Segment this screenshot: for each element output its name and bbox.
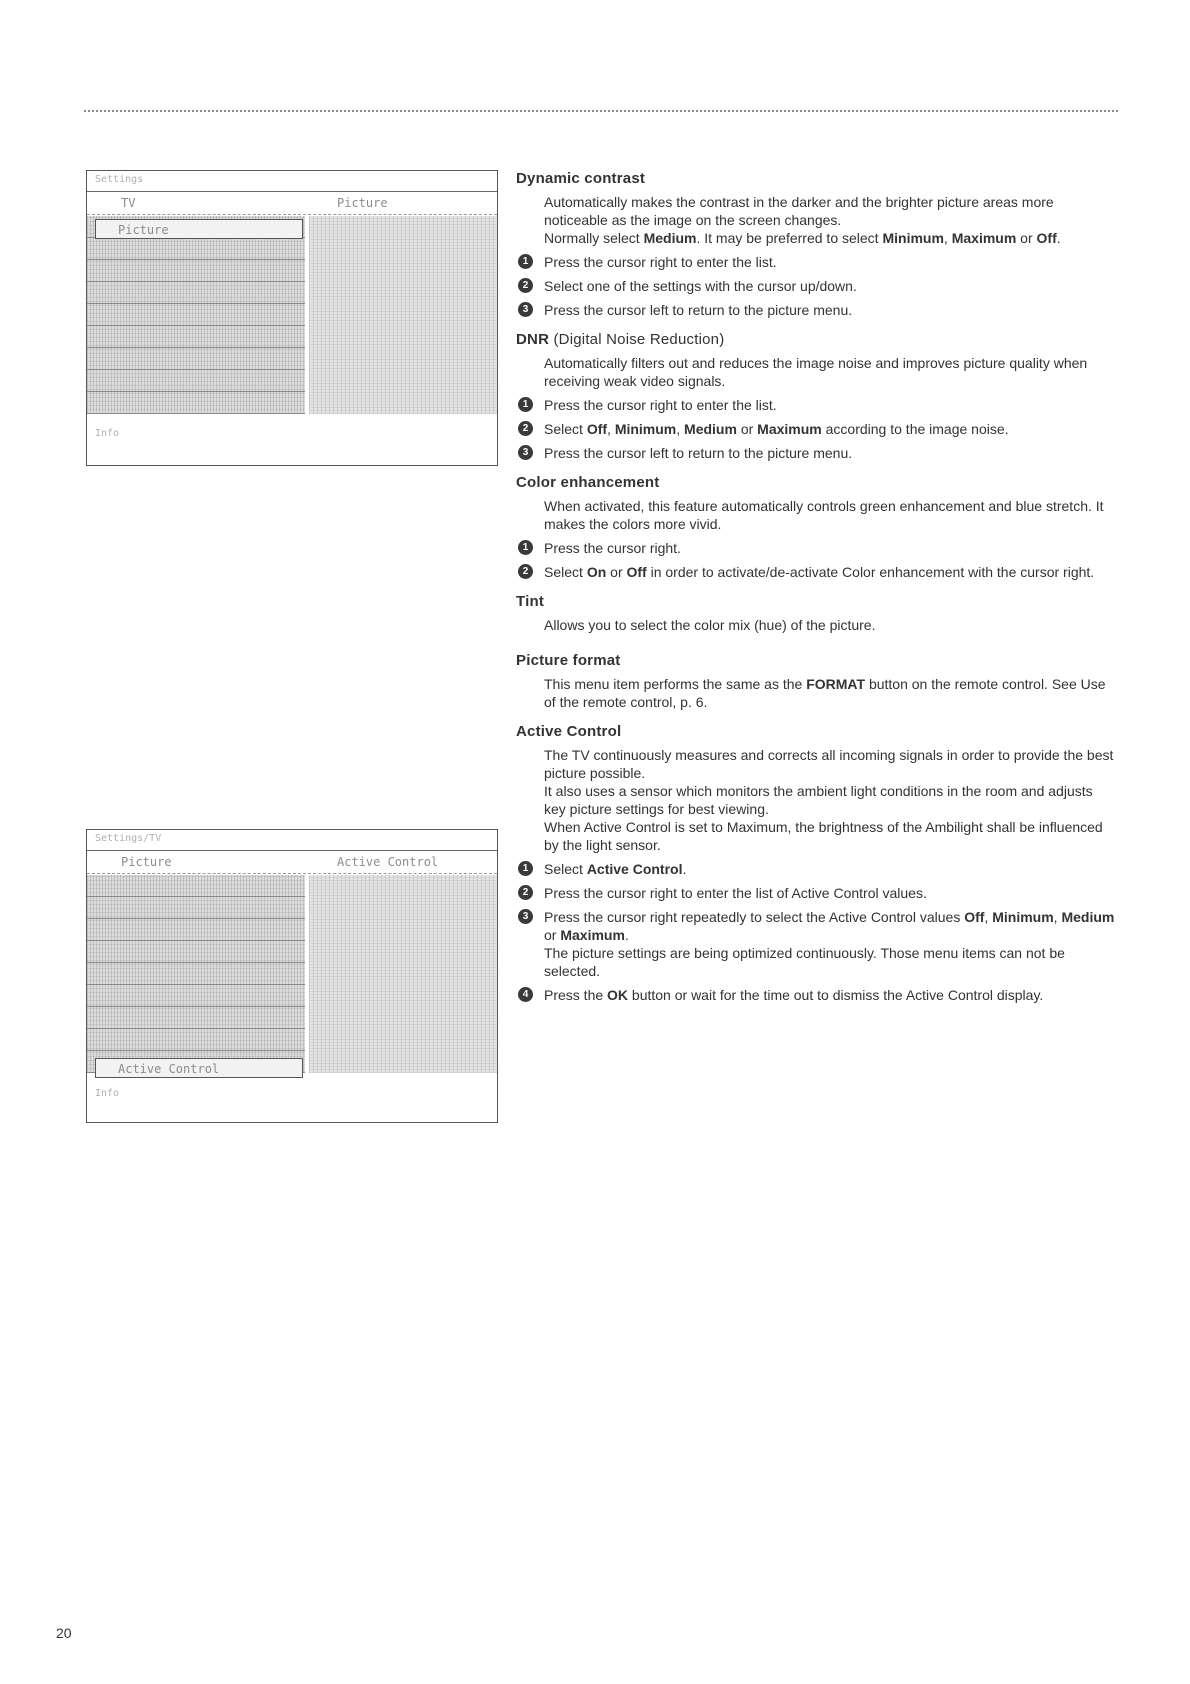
step-number-badge: 2 [518,885,533,900]
section-picture-format [516,652,1116,711]
osd-menu-list [87,216,305,414]
osd-menu-row [87,875,305,897]
section-description: When activated, this feature automatically controls green enhancement and blue stretch. It makes the colors more vivid. [544,498,1104,532]
section-description: Automatically makes the contrast in the darker and the brighter picture areas more noticeable as the image on the screen changes. [544,194,1054,228]
osd-menu-row [87,963,305,985]
osd-left-header: Picture [121,855,172,869]
step-number-badge: 2 [518,278,533,293]
step-item: 3 Press the cursor right repeatedly to select the Active Control values Off, Minimum, Medium or Maximum. The picture settings are being optimized continuously. Those menu items can not be selected. [544,908,1116,980]
section-title: Dynamic contrast [516,170,646,187]
osd-breadcrumb: Settings [95,174,144,185]
step-item: 3 Press the cursor left to return to the picture menu. [544,444,1116,462]
step-number-badge: 3 [518,302,533,317]
step-note: The picture settings are being optimized continuously. Those menu items can not be selected. [544,945,1065,979]
step-item: 1 Select Active Control. [544,860,1116,878]
step-number-badge: 3 [518,909,533,924]
osd-menu-row [87,304,305,326]
tv-menu-screenshot-picture [86,170,498,466]
top-dotted-rule [84,110,1118,112]
step-number-badge: 1 [518,540,533,555]
step-number-badge: 1 [518,861,533,876]
osd-menu-row [87,370,305,392]
section-title: DNR (Digital Noise Reduction) [516,331,725,348]
section-dynamic-contrast [516,170,1116,319]
section-tint [516,593,1116,634]
section-description: The TV continuously measures and corrects all incoming signals in order to provide the best picture possible. [544,747,1114,781]
section-title: Active Control [516,723,622,740]
step-item: 2 Select On or Off in order to activate/de-activate Color enhancement with the cursor right. [544,563,1116,581]
section-description: Allows you to select the color mix (hue) of the picture. [544,617,876,633]
osd-menu-row [87,1007,305,1029]
osd-menu-row [87,392,305,414]
osd-values-panel [309,216,497,414]
section-description: This menu item performs the same as the FORMAT button on the remote control. See Use of the remote control, p. 6. [544,676,1106,710]
osd-values-panel [309,875,497,1073]
osd-menu-row [87,348,305,370]
manual-text-column [516,170,1116,1016]
section-description: When Active Control is set to Maximum, the brightness of the Ambilight shall be influenced by the light sensor. [544,819,1103,853]
osd-header-rule [87,850,497,851]
section-title: Color enhancement [516,474,660,491]
section-title: Picture format [516,652,621,669]
osd-info-label: Info [95,428,120,439]
page-number: 20 [56,1625,72,1641]
step-item: 2 Select Off, Minimum, Medium or Maximum according to the image noise. [544,420,1116,438]
osd-menu-row [87,326,305,348]
section-active-control [516,723,1116,1004]
section-title: Tint [516,593,545,610]
section-description: Automatically filters out and reduces the image noise and improves picture quality when receiving weak video signals. [544,355,1088,389]
step-number-badge: 2 [518,564,533,579]
osd-menu-row [87,941,305,963]
step-number-badge: 2 [518,421,533,436]
osd-menu-row [87,282,305,304]
step-item: 1 Press the cursor right to enter the list. [544,253,1116,271]
osd-menu-row [87,1029,305,1051]
osd-tab-rule [87,214,497,215]
osd-header-rule [87,191,497,192]
osd-right-header: Picture [337,196,388,210]
osd-left-header: TV [121,196,136,210]
step-item: 2 Select one of the settings with the cursor up/down. [544,277,1116,295]
step-number-badge: 1 [518,397,533,412]
osd-menu-row [87,919,305,941]
osd-selected-item: Picture [95,219,303,239]
osd-selected-item: Active Control [95,1058,303,1078]
step-item: 2 Press the cursor right to enter the list of Active Control values. [544,884,1116,902]
osd-menu-row [87,260,305,282]
step-item: 4 Press the OK button or wait for the time out to dismiss the Active Control display. [544,986,1116,1004]
osd-menu-list [87,875,305,1073]
step-item: 1 Press the cursor right. [544,539,1116,557]
section-color-enhancement [516,474,1116,581]
osd-menu-row [87,897,305,919]
osd-info-label: Info [95,1088,120,1099]
osd-breadcrumb: Settings/TV [95,833,162,844]
step-number-badge: 4 [518,987,533,1002]
osd-menu-row [87,985,305,1007]
step-number-badge: 3 [518,445,533,460]
section-dnr [516,331,1116,462]
step-item: 3 Press the cursor left to return to the picture menu. [544,301,1116,319]
step-number-badge: 1 [518,254,533,269]
step-item: 1 Press the cursor right to enter the list. [544,396,1116,414]
osd-tab-rule [87,873,497,874]
section-description: It also uses a sensor which monitors the ambient light conditions in the room and adjusts key picture settings for best viewing. [544,783,1093,817]
osd-right-header: Active Control [337,855,439,869]
tv-menu-screenshot-active-control [86,829,498,1123]
section-note: Normally select Medium. It may be preferred to select Minimum, Maximum or Off. [544,230,1061,246]
osd-menu-row [87,238,305,260]
